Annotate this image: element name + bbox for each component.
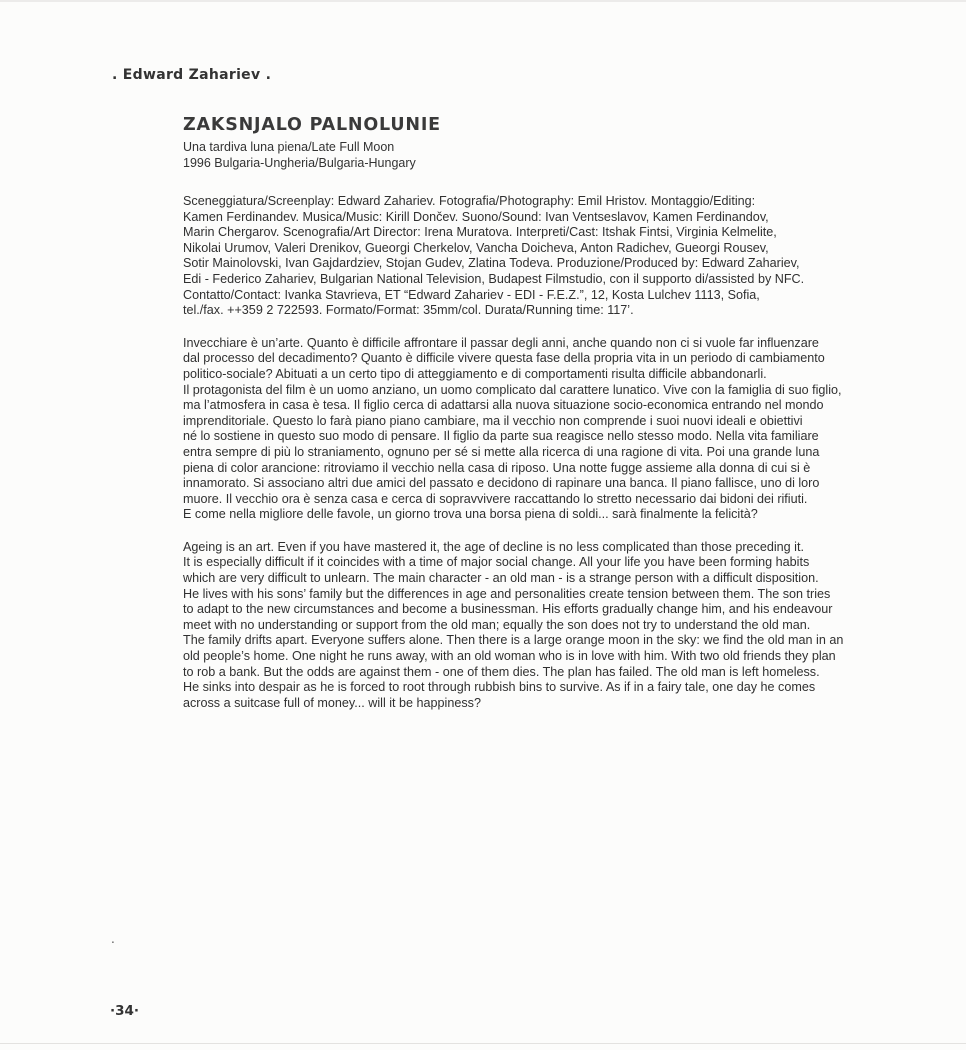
italian-line: Il protagonista del film è un uomo anziano, un uomo complicato dal carattere lunatico. Vive con la famiglia di suo figlio, xyxy=(183,382,842,397)
italian-line: innamorato. Si associano altri due amici del passato e decidono di rapinare una banca. Il piano fallisce, uno di loro xyxy=(183,476,820,491)
credits-line: Sceneggiatura/Screenplay: Edward Zahariev. Fotografia/Photography: Emil Hristov. Montaggio/Editing: xyxy=(183,194,756,208)
film-subtitle xyxy=(183,139,903,171)
english-line: to adapt to the new circumstances and become a businessman. His efforts gradually change him, and his endeavour xyxy=(183,602,833,617)
italian-line: imprenditoriale. Questo lo farà piano piano cambiare, ma il vecchio non comprende i suoi nuovi ideali e obiettivi xyxy=(183,413,803,428)
english-line: across a suitcase full of money... will it be happiness? xyxy=(183,695,481,710)
credits-line: Sotir Mainolovski, Ivan Gajdardziev, Stojan Gudev, Zlatina Todeva. Produzione/Produced by: Edward Zahariev, xyxy=(183,256,800,271)
italian-line: piena di color arancione: ritroviamo il vecchio nella casa di riposo. Una notte fugge assieme alla donna di cui si è xyxy=(183,460,811,475)
credits-line: Marin Chergarov. Scenografia/Art Director: Irena Muratova. Interpreti/Cast: Itshak Fintsi, Virginia Kelmelite, xyxy=(183,225,777,240)
credits-line: Kamen Ferdinandev. Musica/Music: Kirill Dončev. Suono/Sound: Ivan Ventseslavov, Kamen Ferdinandov, xyxy=(183,209,769,224)
english-line: He sinks into despair as he is forced to root through rubbish bins to survive. As if in a fairy tale, one day he comes xyxy=(183,680,816,695)
english-line: to rob a bank. But the odds are against them - one of them dies. The plan has failed. The old man is left homeless. xyxy=(183,664,820,679)
synopsis-italian xyxy=(183,336,903,523)
director-header: . Edward Zahariev . xyxy=(112,67,272,83)
credits-line: Nikolai Urumov, Valeri Drenikov, Gueorgi Cherkelov, Vancha Doicheva, Anton Radichev, Gueorgi Rousev, xyxy=(183,240,769,255)
italian-line: né lo sostiene in questo suo modo di pensare. Il figlio da parte sua reagisce nello stesso modo. Nella vita familiare xyxy=(183,429,819,444)
scan-edge-bottom xyxy=(0,1043,966,1044)
film-title: ZAKSNJALO PALNOLUNIE xyxy=(183,115,441,135)
english-line: He lives with his sons’ family but the differences in age and personalities create tension between them. The son tries xyxy=(183,586,831,601)
english-line: which are very difficult to unlearn. The main character - an old man - is a strange person with a difficult disposition. xyxy=(183,571,819,586)
english-line: Ageing is an art. Even if you have mastered it, the age of decline is no less complicated than those preceding it. xyxy=(183,539,804,554)
subtitle-line: Una tardiva luna piena/Late Full Moon xyxy=(183,140,395,154)
italian-line: ma l’atmosfera in casa è tesa. Il figlio cerca di adattarsi alla nuova situazione socio-economica entrando nel mondo xyxy=(183,398,824,413)
english-line: meet with no understanding or support from the old man; equally the son does not try to understand the old man. xyxy=(183,617,811,632)
scan-edge-top xyxy=(0,0,966,2)
english-line: The family drifts apart. Everyone suffers alone. Then there is a large orange moon in the sky: we find the old man in an xyxy=(183,633,844,648)
italian-line: Invecchiare è un’arte. Quanto è difficile affrontare il passar degli anni, anche quando non ci si vuole far influenzare xyxy=(183,335,819,350)
synopsis-english xyxy=(183,540,903,712)
margin-dot: . xyxy=(111,932,115,946)
italian-line: muore. Il vecchio ora è senza casa e cerca di sopravvivere raccattando lo stretto necessario dai bidoni dei rifiuti. xyxy=(183,491,808,506)
credits-line: Edi - Federico Zahariev, Bulgarian National Television, Budapest Filmstudio, con il supporto di/assisted by NFC. xyxy=(183,271,805,286)
english-line: old people’s home. One night he runs away, with an old woman who is in love with him. With two old friends they plan xyxy=(183,649,836,664)
page-number: ·34· xyxy=(110,1003,140,1019)
credits-paragraph xyxy=(183,194,903,319)
english-line: It is especially difficult if it coincides with a time of major social change. All your life you have been forming habits xyxy=(183,555,810,570)
italian-line: E come nella migliore delle favole, un giorno trova una borsa piena di soldi... sarà finalmente la felicità? xyxy=(183,507,758,522)
italian-line: politico-sociale? Abituati a un certo tipo di atteggiamento e di comportamenti risulta difficile abbandonarli. xyxy=(183,366,767,381)
credits-line: Contatto/Contact: Ivanka Stavrieva, ET “Edward Zahariev - EDI - F.E.Z.”, 12, Kosta Lulchev 1113, Sofia, xyxy=(183,287,760,302)
film-entry xyxy=(183,115,903,711)
subtitle-line: 1996 Bulgaria-Ungheria/Bulgaria-Hungary xyxy=(183,156,416,170)
credits-line: tel./fax. ++359 2 722593. Formato/Format: 35mm/col. Durata/Running time: 117’. xyxy=(183,303,634,318)
italian-line: entra sempre di più lo straniamento, ognuno per sé si mette alla ricerca di una ragione di vita. Poi una grande luna xyxy=(183,444,820,459)
italian-line: dal processo del decadimento? Quanto è difficile vivere questa fase della propria vita in un periodo di cambiamento xyxy=(183,351,825,366)
